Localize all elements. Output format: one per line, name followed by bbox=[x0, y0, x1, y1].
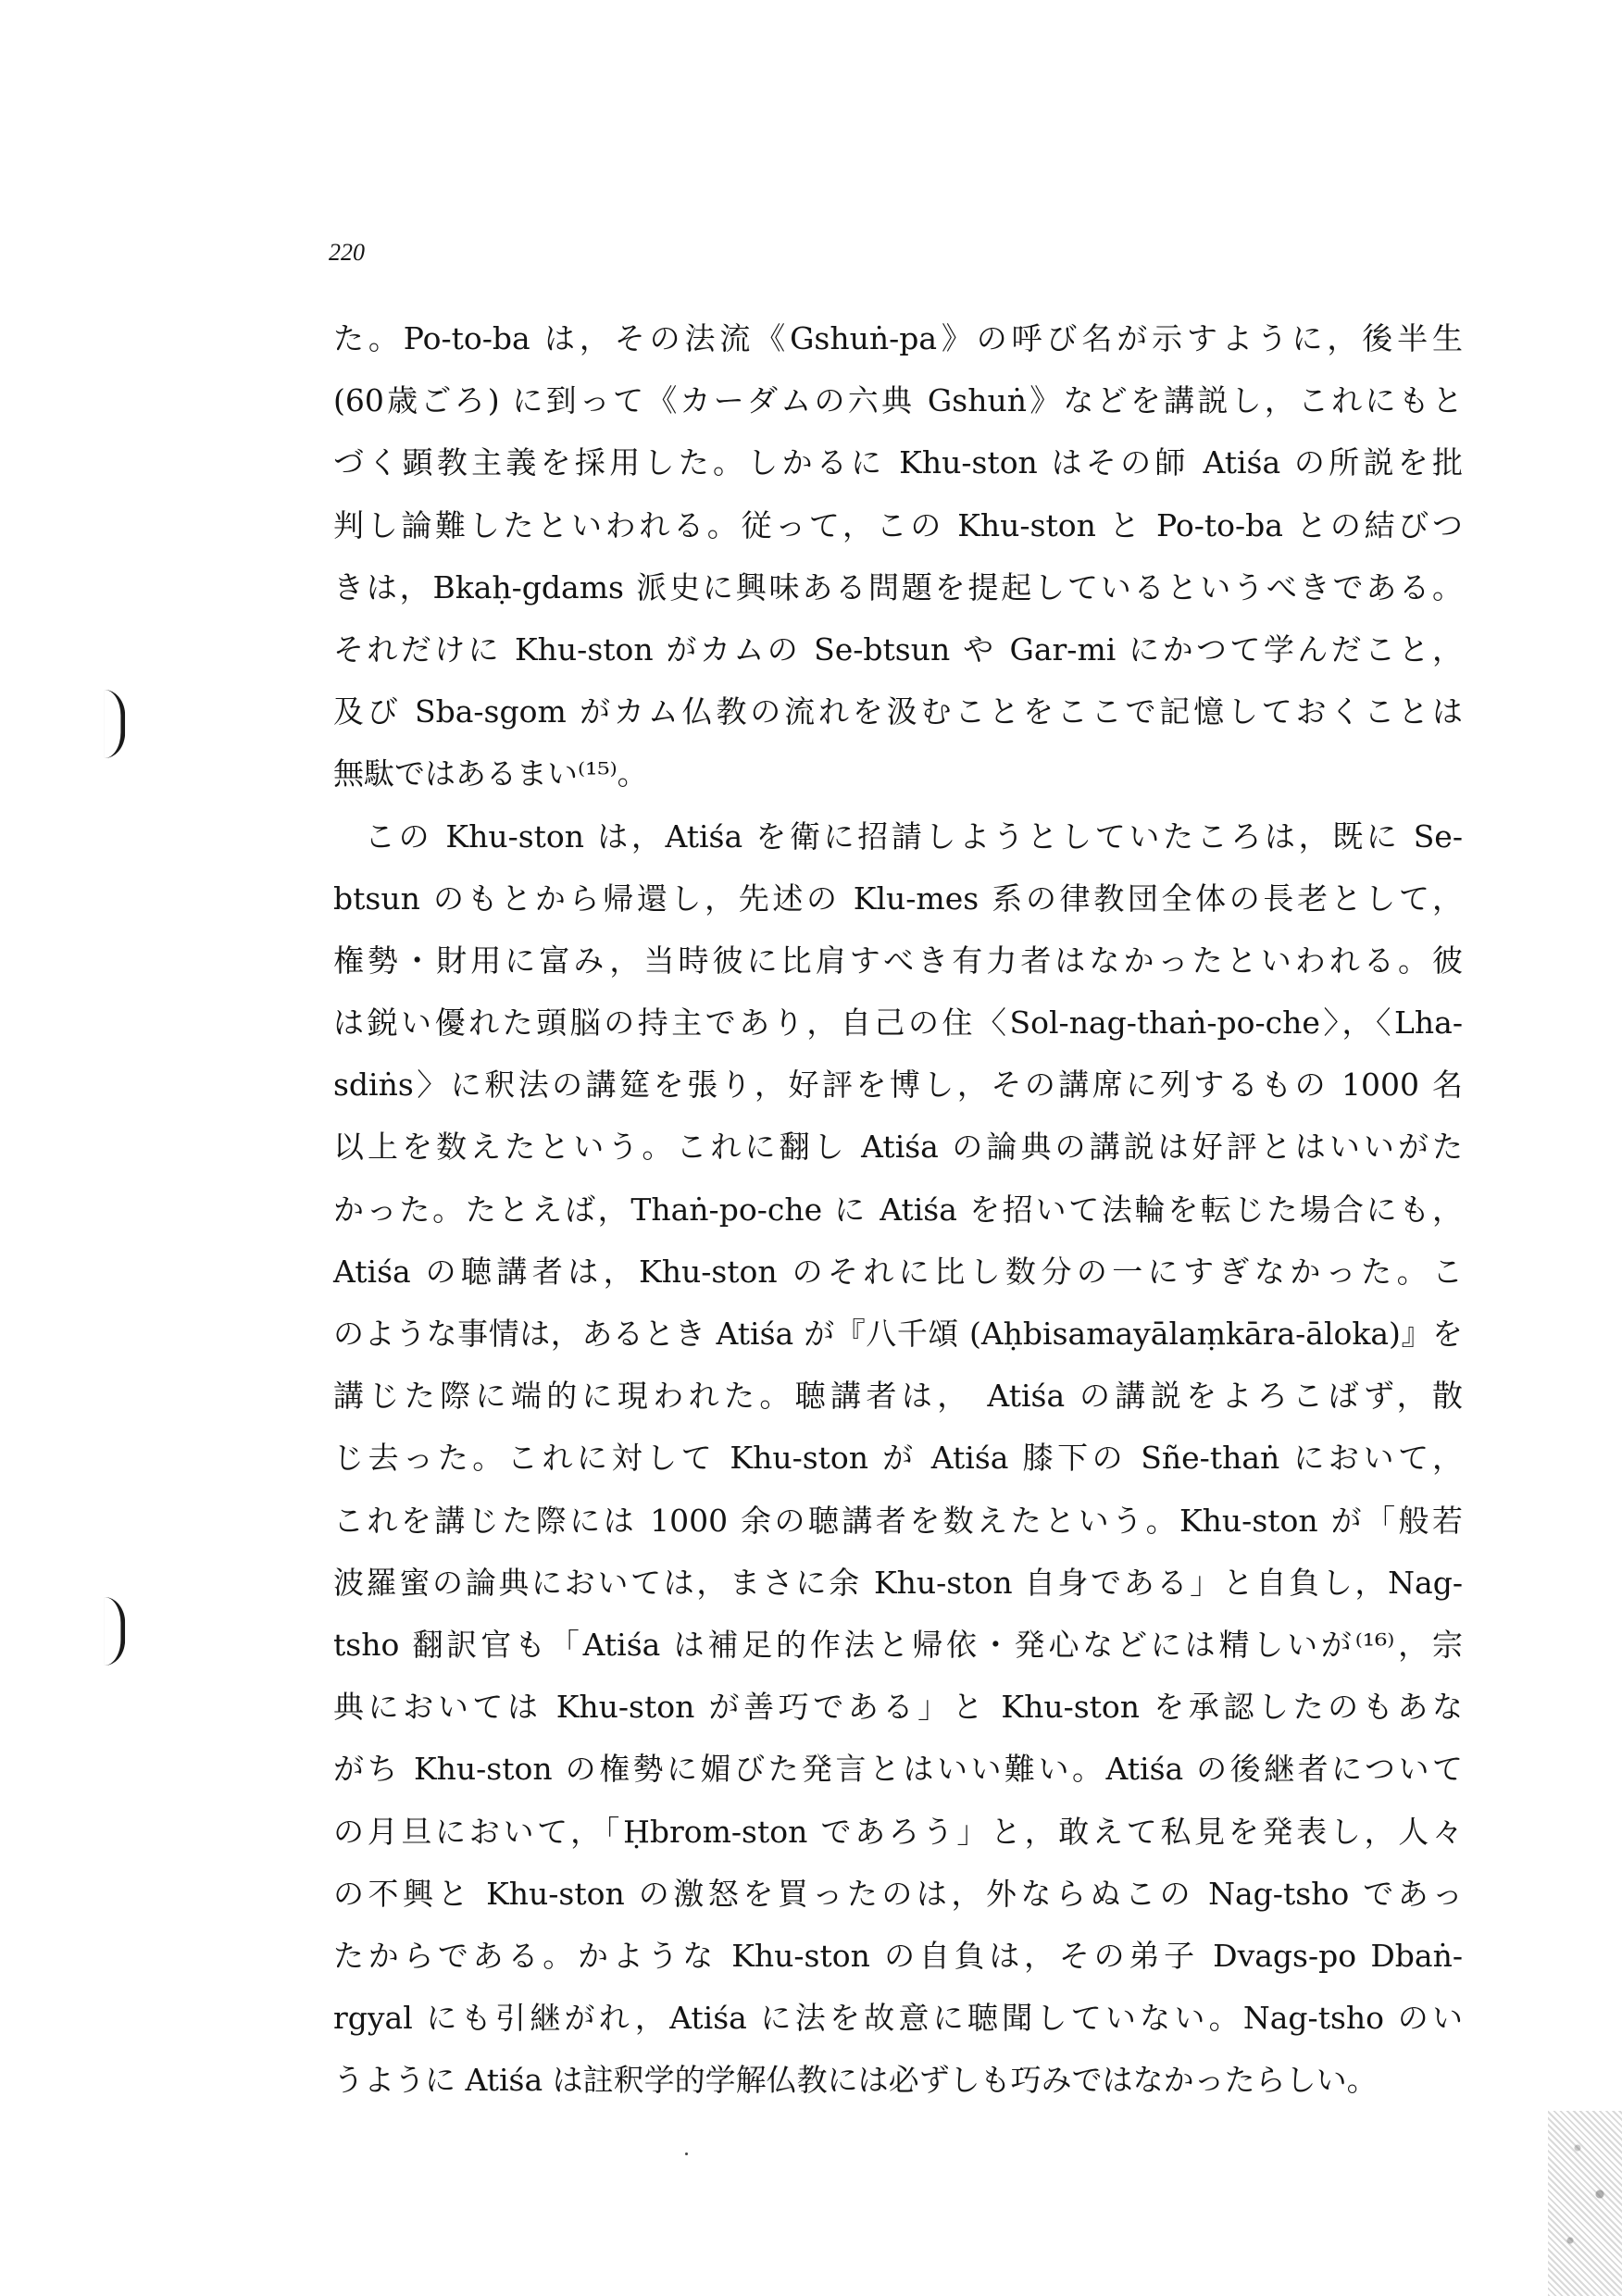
text-line: sdiṅs〉に釈法の講筵を張り，好評を博し，その講席に列するもの 1000 名 bbox=[333, 1067, 1463, 1104]
page-number: 220 bbox=[329, 239, 365, 266]
text-line: btsun のもとから帰還し，先述の Klu-mes 系の律教団全体の長老として， bbox=[333, 880, 1463, 917]
text-line: (60歳ごろ) に到って《カーダムの六典 Gshuṅ》などを講説し，これにもと bbox=[333, 382, 1463, 419]
text-line: それだけに Khu-ston がカムの Se-btsun や Gar-mi にかつて学んだこと， bbox=[333, 630, 1463, 668]
text-line: Atiśa の聴講者は，Khu-ston のそれに比し数分の一にすぎなかった。こ bbox=[333, 1253, 1463, 1290]
scan-edge-noise bbox=[1548, 2111, 1622, 2296]
text-line: これを講じた際には 1000 余の聴講者を数えたという。Khu-ston が「般若 bbox=[333, 1502, 1463, 1539]
text-line: うように Atiśa は註釈学的学解仏教には必ずしも巧みではなかったらしい。 bbox=[333, 2062, 1378, 2099]
text-line: rgyal にも引継がれ，Atiśa に法を故意に聴聞していない。Nag-tsho のい bbox=[333, 2000, 1463, 2037]
text-line: づく顕教主義を採用した。しかるに Khu-ston はその師 Atiśa の所説を批 bbox=[333, 444, 1463, 481]
text-line: た。Po-to-ba は，その法流《Gshuṅ-pa》の呼び名が示すように，後半生 bbox=[333, 320, 1463, 356]
text-line: たからである。かような Khu-ston の自負は，その弟子 Dvags-po Dbaṅ- bbox=[333, 1937, 1463, 1974]
text-line: かった。たとえば，Thaṅ-po-che に Atiśa を招いて法輪を転じた場合にも， bbox=[333, 1191, 1463, 1228]
text-line: きは，Bkaḥ-gdams 派史に興味ある問題を提起しているというべきである。 bbox=[333, 568, 1463, 605]
text-line: のような事情は，あるとき Atiśa が『八千頌 (Aḥbisamayālaṃkāra-āloka)』を bbox=[333, 1316, 1463, 1352]
text-line: この Khu-ston は，Atiśa を衛に招請しようとしていたころは，既に Se- bbox=[365, 817, 1463, 855]
text-line: 権勢・財用に富み，当時彼に比肩すべき有力者はなかったといわれる。彼 bbox=[333, 942, 1463, 979]
text-line: の不興と Khu-ston の激怒を買ったのは，外ならぬこの Nag-tsho であっ bbox=[333, 1875, 1463, 1912]
text-line: 無駄ではあるまい⁽¹⁵⁾。 bbox=[333, 755, 648, 792]
text-line: 及び Sba-sgom がカム仏教の流れを汲むことをここで記憶しておくことは bbox=[333, 693, 1463, 730]
binding-shadow-mark bbox=[105, 1597, 125, 1666]
text-line: がち Khu-ston の権勢に媚びた発言とはいい難い。Atiśa の後継者について bbox=[333, 1751, 1463, 1788]
text-line: じ去った。これに対して Khu-ston が Atiśa 膝下の Sñe-thaṅ において， bbox=[333, 1440, 1463, 1477]
paragraph bbox=[333, 307, 1463, 805]
scan-speck bbox=[685, 2152, 688, 2155]
paragraph bbox=[333, 805, 1463, 2112]
binding-shadow-mark bbox=[105, 690, 125, 758]
text-line: 典においては Khu-ston が善巧である」と Khu-ston を承認したのもあな bbox=[333, 1689, 1463, 1726]
text-line: の月旦において，「Ḥbrom-ston であろう」と，敢えて私見を発表し，人々 bbox=[333, 1813, 1463, 1850]
body-text bbox=[333, 307, 1463, 2111]
text-line: tsho 翻訳官も「Atiśa は補足的作法と帰依・発心などには精しいが⁽¹⁶⁾，宗 bbox=[333, 1626, 1463, 1663]
text-line: 判し論難したといわれる。従って，この Khu-ston と Po-to-ba との結びつ bbox=[333, 506, 1463, 543]
text-line: は鋭い優れた頭脳の持主であり，自己の住〈Sol-nag-thaṅ-po-che〉，〈Lha- bbox=[333, 1004, 1463, 1042]
text-line: 以上を数えたという。これに翻し Atiśa の論典の講説は好評とはいいがた bbox=[333, 1129, 1463, 1166]
text-line: 講じた際に端的に現われた。聴講者は， Atiśa の講説をよろこばず，散 bbox=[333, 1378, 1463, 1415]
text-line: 波羅蜜の論典においては，まさに余 Khu-ston 自身である」と自負し，Nag- bbox=[333, 1564, 1463, 1601]
